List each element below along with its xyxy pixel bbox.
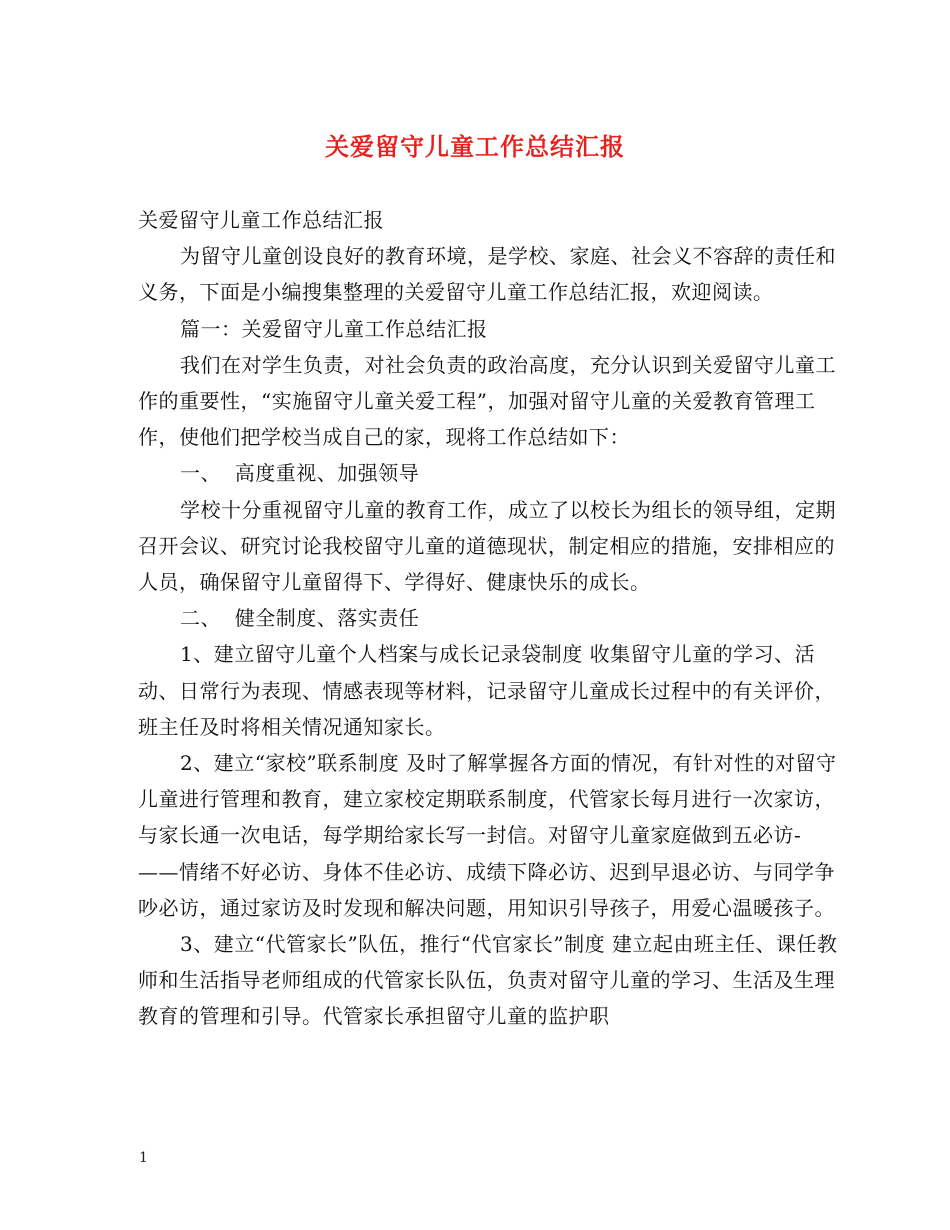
paragraph-leadership: 学校十分重视留守儿童的教育工作，成立了以校长为组长的领导组，定期召开会议、研究讨论我校留守儿童的道德现状，制定相应的措施，安排相应的人员，确保留守儿童留得下、学得好、健康快乐的成长。 [138, 497, 836, 595]
paragraph-intro: 为留守儿童创设良好的教育环境，是学校、家庭、社会义不容辞的责任和义务，下面是小编搜集整理的关爱留守儿童工作总结汇报，欢迎阅读。 [138, 244, 836, 305]
paragraph-item-2: 2、建立“家校”联系制度 及时了解掌握各方面的情况，有针对性的对留守儿童进行管理和教育，建立家校定期联系制度，代管家长每月进行一次家访，与家长通一次电话，每学期给家长写一封信。对留守儿童家庭做到五必访-——情绪不好必访、身体不佳必访、成绩下降必访、迟到早退必访、与同学争吵必访，通过家访及时发现和解决问题，用知识引导孩子，用爱心温暖孩子。 [138, 751, 837, 920]
paragraph-item-3: 3、建立“代管家长”队伍，推行“代官家长”制度 建立起由班主任、课任教师和生活指导老师组成的代管家长队伍，负责对留守儿童的学习、生活及生理教育的管理和引导。代管家长承担留守儿童的监护职 [138, 932, 838, 1029]
page-number: 1 [139, 1150, 148, 1166]
section-heading-two: 二、 健全制度、落实责任 [180, 606, 420, 631]
document-subtitle: 关爱留守儿童工作总结汇报 [138, 208, 384, 232]
paragraph-overview: 我们在对学生负责，对社会负责的政治高度，充分认识到关爱留守儿童工作的重要性，“实施留守儿童关爱工程”，加强对留守儿童的关爱教育管理工作，使他们把学校当成自己的家，现将工作总结如下： [138, 352, 836, 450]
section-heading-part-one: 篇一：关爱留守儿童工作总结汇报 [180, 316, 488, 341]
document-title: 关爱留守儿童工作总结汇报 [325, 132, 625, 161]
section-heading-one: 一、 高度重视、加强领导 [180, 461, 420, 486]
paragraph-item-1: 1、建立留守儿童个人档案与成长记录袋制度 收集留守儿童的学习、活动、日常行为表现、情感表现等材料，记录留守儿童成长过程中的有关评价，班主任及时将相关情况通知家长。 [138, 642, 835, 739]
document-body [138, 202, 838, 1035]
